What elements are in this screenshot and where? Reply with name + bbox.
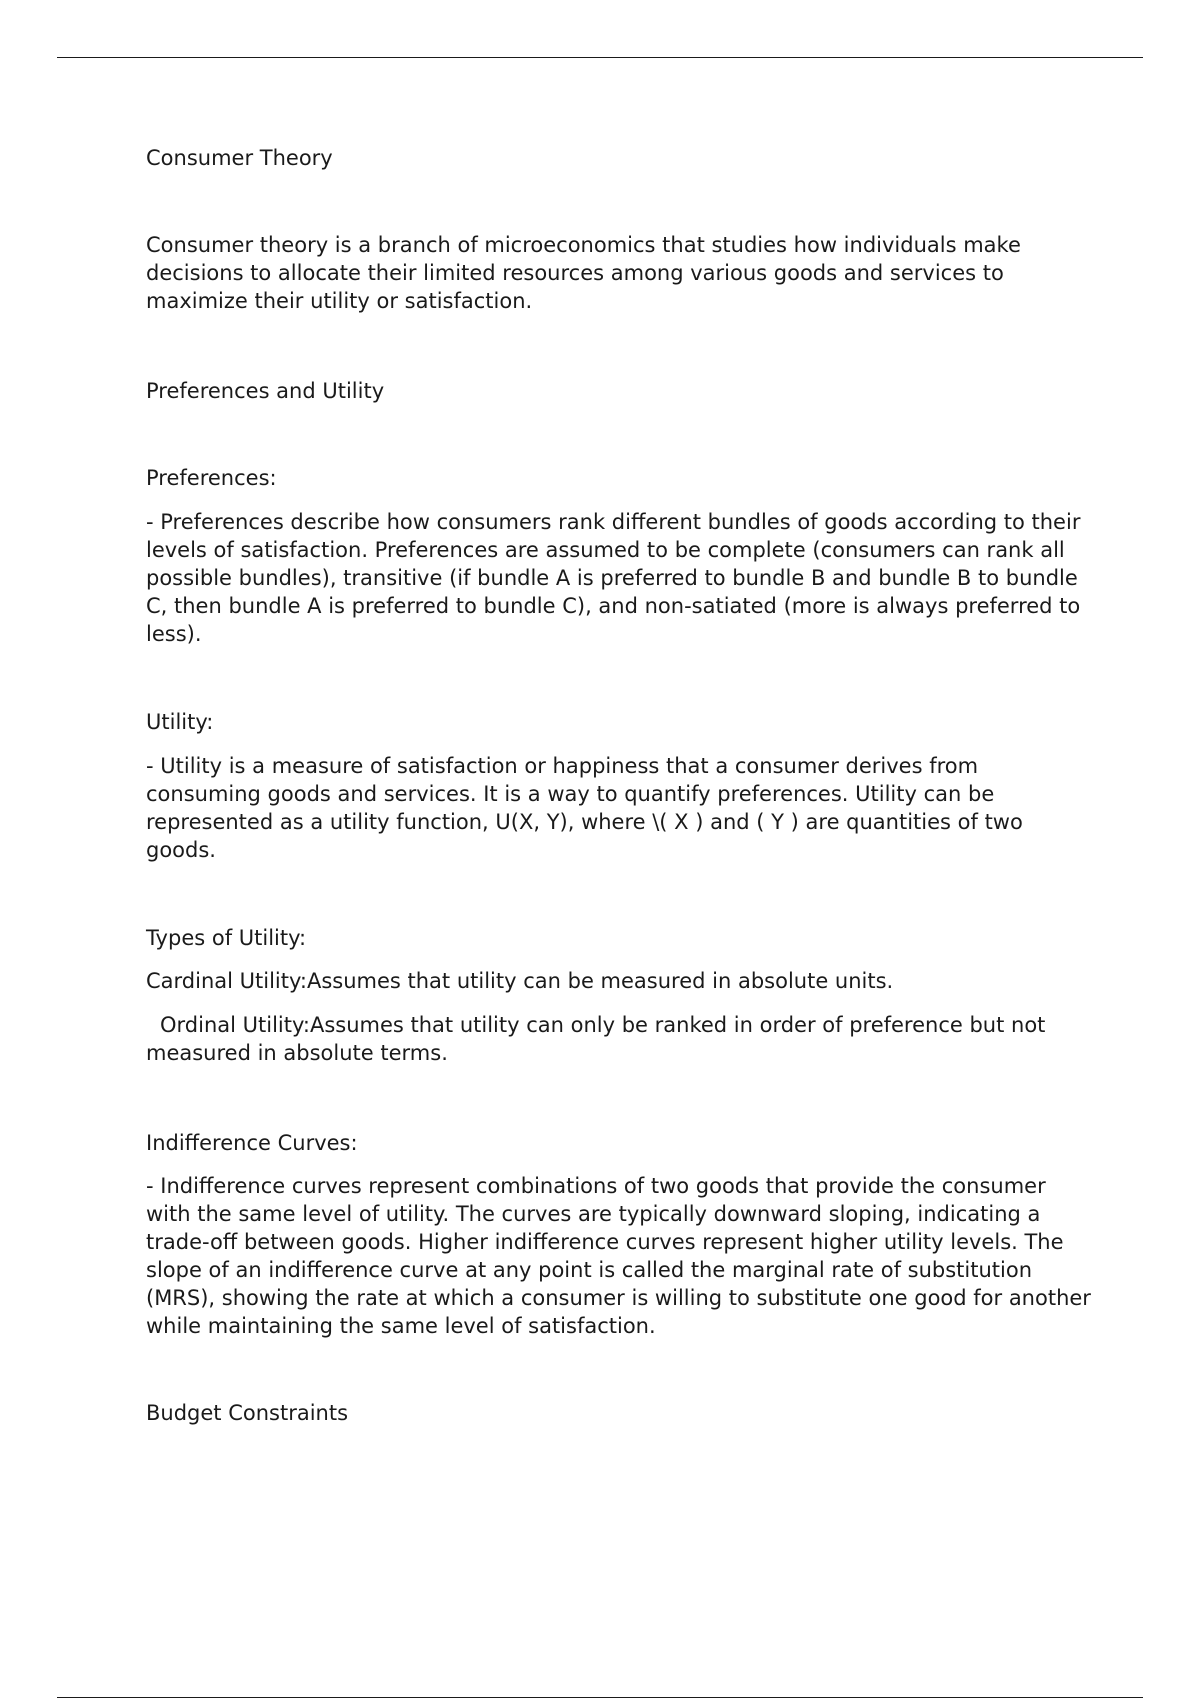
indifference-curves-label: Indifference Curves: xyxy=(146,1131,358,1155)
section-heading-preferences-utility: Preferences and Utility xyxy=(146,379,385,403)
cardinal-utility-text: Cardinal Utility:Assumes that utility can be measured in absolute units. xyxy=(146,969,894,993)
ordinal-utility-text: Ordinal Utility:Assumes that utility can only be ranked in order of preference but not measured in absolute terms. xyxy=(146,1013,1046,1065)
page-bottom-rule xyxy=(57,1697,1143,1698)
types-of-utility-label: Types of Utility: xyxy=(146,926,307,950)
page-top-rule xyxy=(57,57,1143,58)
indifference-curves-paragraph: - Indifference curves represent combinations of two goods that provide the consumer with the same level of utility. The curves are typically downward sloping, indicating a trade-off between goods. Higher indifference curves represent higher utility levels. The slope of an indifference curve at any point is called the marginal rate of substitution (MRS), showing the rate at which a consumer is willing to substitute one good for another while maintaining the same level of satisfaction. xyxy=(146,1174,1091,1338)
section-heading-budget-constraints: Budget Constraints xyxy=(146,1401,349,1425)
preferences-paragraph: - Preferences describe how consumers rank different bundles of goods according to their levels of satisfaction. Preferences are assumed to be complete (consumers can rank all possible bundles), transitive (if bundle A is preferred to bundle B and bundle B to bundle C, then bundle A is preferred to bundle C), and non-satiated (more is always preferred to less). xyxy=(146,510,1081,646)
preferences-label: Preferences: xyxy=(146,466,277,490)
document-title: Consumer Theory xyxy=(146,146,333,170)
utility-paragraph: - Utility is a measure of satisfaction or happiness that a consumer derives from consuming goods and services. It is a way to quantify preferences. Utility can be represented as a utility function, U(X, Y), where \( X ) and ( Y ) are quantities of two goods. xyxy=(146,754,1023,862)
utility-label: Utility: xyxy=(146,710,214,734)
intro-paragraph: Consumer theory is a branch of microeconomics that studies how individuals make decisions to allocate their limited resources among various goods and services to maximize their utility or satisfaction. xyxy=(146,233,1021,313)
